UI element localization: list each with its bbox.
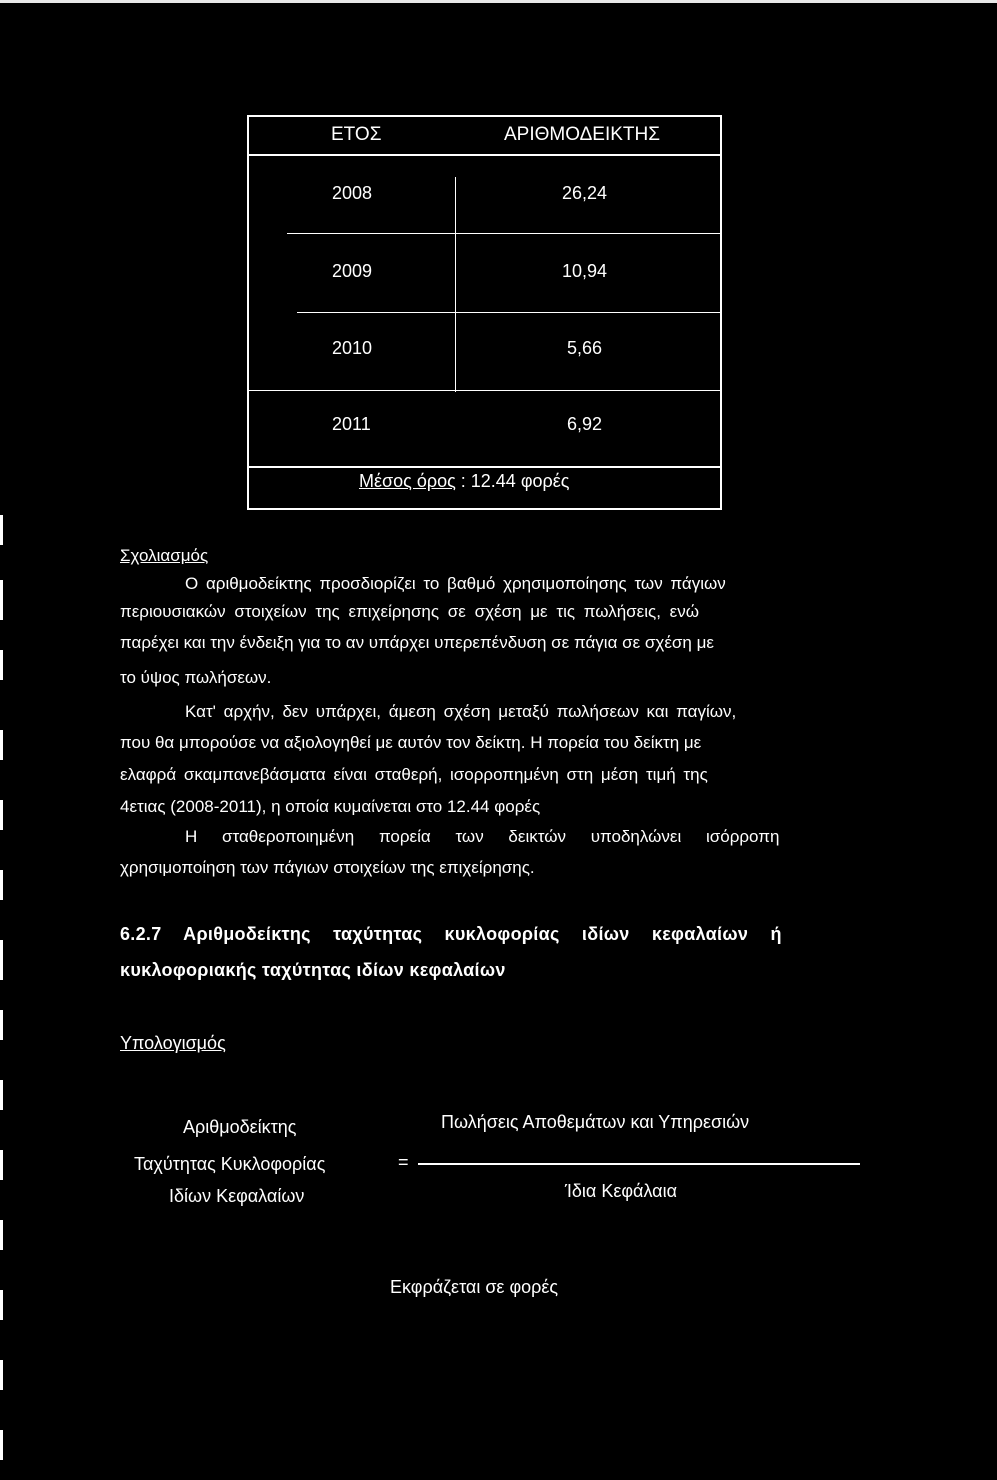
- comment-line: το ύψος πωλήσεων.: [120, 668, 272, 687]
- header-index: ΑΡΙΘΜΟΔΕΙΚΤΗΣ: [504, 124, 660, 145]
- formula-numerator: Πωλήσεις Αποθεμάτων και Υπηρεσιών: [441, 1112, 750, 1132]
- table-cell-value: 26,24: [562, 183, 608, 203]
- index-table: [247, 115, 722, 510]
- unit-note: Εκφράζεται σε φορές: [390, 1277, 559, 1297]
- comment-line: παρέχει και την ένδειξη για το αν υπάρχει υπερεπένδυση σε πάγια σε σχέση με: [120, 633, 714, 652]
- comment-heading: Σχολιασμός: [120, 546, 209, 565]
- header-year: ΕΤΟΣ: [331, 124, 382, 145]
- comment-line: Η σταθεροποιημένη πορεία των δεικτών υποδηλώνει ισόρροπη: [185, 827, 780, 846]
- scan-edge-mark: [0, 730, 3, 760]
- scan-edge-mark: [0, 870, 3, 900]
- scan-edge-mark: [0, 515, 3, 545]
- row-divider: [297, 312, 720, 313]
- scan-edge-mark: [0, 1220, 3, 1250]
- section-title-line: 6.2.7 Αριθμοδείκτης ταχύτητας κυκλοφορίας ιδίων κεφαλαίων ή: [120, 924, 782, 944]
- header-divider: [249, 154, 720, 156]
- page-top-border: [0, 0, 997, 3]
- comment-line: ελαφρά σκαμπανεβάσματα είναι σταθερή, ισορροπημένη στη μέση τιμή της: [120, 765, 708, 784]
- comment-line: περιουσιακών στοιχείων της επιχείρησης σε σχέση με τις πωλήσεις, ενώ: [120, 602, 699, 621]
- table-cell-value: 10,94: [562, 261, 608, 281]
- fraction-bar: [418, 1163, 860, 1165]
- scan-edge-mark: [0, 800, 3, 830]
- section-title-line: κυκλοφοριακής ταχύτητας ιδίων κεφαλαίων: [120, 960, 506, 980]
- comment-line: Κατ' αρχήν, δεν υπάρχει, άμεση σχέση μεταξύ πωλήσεων και παγίων,: [185, 702, 737, 721]
- comment-line: που θα μπορούσε να αξιολογηθεί με αυτόν τον δείκτη. Η πορεία του δείκτη με: [120, 733, 702, 752]
- formula-left-line: Ιδίων Κεφαλαίων: [169, 1186, 305, 1206]
- scan-edge-mark: [0, 940, 3, 980]
- table-cell-value: 6,92: [567, 414, 603, 434]
- column-divider: [455, 177, 456, 392]
- row-divider: [287, 233, 720, 234]
- table-cell-year: 2009: [332, 261, 373, 281]
- scan-edge-mark: [0, 650, 3, 680]
- scan-edge-mark: [0, 1150, 3, 1180]
- avg-divider: [249, 466, 720, 468]
- scan-edge-mark: [0, 1290, 3, 1320]
- average-label: Μέσος όρος: [359, 471, 456, 491]
- scan-edge-mark: [0, 1080, 3, 1110]
- scan-edge-mark: [0, 580, 3, 620]
- table-cell-value: 5,66: [567, 338, 603, 358]
- scan-edge-mark: [0, 1360, 3, 1390]
- formula-left-line: Ταχύτητας Κυκλοφορίας: [134, 1154, 326, 1174]
- formula-denominator: Ίδια Κεφάλαια: [565, 1181, 677, 1201]
- comment-line: 4ετιας (2008-2011), η οποία κυμαίνεται στο 12.44 φορές: [120, 797, 541, 816]
- formula-left-line: Αριθμοδείκτης: [183, 1117, 297, 1137]
- average-row: [359, 471, 569, 492]
- table-cell-year: 2010: [332, 338, 373, 358]
- scan-edge-mark: [0, 1010, 3, 1040]
- comment-line: Ο αριθμοδείκτης προσδιορίζει το βαθμό χρησιμοποίησης των πάγιων: [185, 574, 726, 593]
- calc-heading: Υπολογισμός: [120, 1033, 226, 1053]
- comment-line: χρησιμοποίηση των πάγιων στοιχείων της επιχείρησης.: [120, 858, 535, 877]
- table-cell-year: 2011: [332, 414, 371, 434]
- average-value: : 12.44 φορές: [460, 471, 570, 491]
- scan-edge-mark: [0, 1430, 3, 1460]
- table-header: [249, 117, 720, 155]
- formula-equals: =: [398, 1152, 409, 1172]
- row-divider: [249, 390, 720, 391]
- table-cell-year: 2008: [332, 183, 373, 203]
